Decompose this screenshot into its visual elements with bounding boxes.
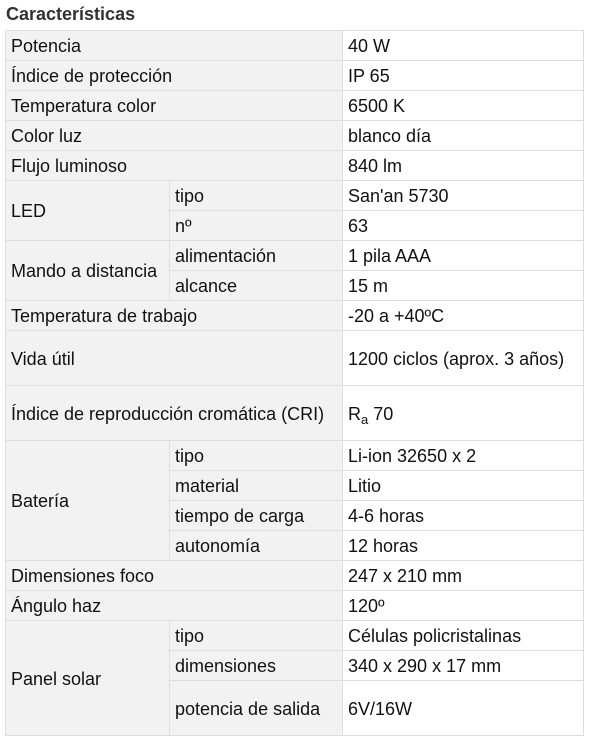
spec-sublabel: alcance: [170, 271, 343, 301]
table-row: [6, 441, 584, 471]
spec-sublabel: tipo: [170, 621, 343, 651]
spec-value: 247 x 210 mm: [343, 561, 584, 591]
table-row: [6, 31, 584, 61]
table-row: [6, 561, 584, 591]
spec-value: Li-ion 32650 x 2: [343, 441, 584, 471]
spec-label: Índice de reproducción cromática (CRI): [6, 386, 343, 441]
table-row: [6, 121, 584, 151]
spec-value: Células policristalinas: [343, 621, 584, 651]
spec-label: Flujo luminoso: [6, 151, 343, 181]
spec-value: 15 m: [343, 271, 584, 301]
spec-label: Color luz: [6, 121, 343, 151]
spec-label: Ángulo haz: [6, 591, 343, 621]
spec-label: Dimensiones foco: [6, 561, 343, 591]
spec-sublabel: dimensiones: [170, 651, 343, 681]
spec-value: blanco día: [343, 121, 584, 151]
table-row: [6, 621, 584, 651]
table-row: [6, 301, 584, 331]
spec-sublabel: tiempo de carga: [170, 501, 343, 531]
spec-value: -20 a +40ºC: [343, 301, 584, 331]
specs-table: [5, 30, 584, 736]
spec-value: 340 x 290 x 17 mm: [343, 651, 584, 681]
table-row: [6, 241, 584, 271]
spec-label: Índice de protección: [6, 61, 343, 91]
cri-subscript: a: [361, 411, 369, 427]
spec-sublabel: nº: [170, 211, 343, 241]
spec-sublabel: material: [170, 471, 343, 501]
spec-sublabel: alimentación: [170, 241, 343, 271]
spec-group-label: Panel solar: [6, 621, 170, 736]
spec-value: 1200 ciclos (aprox. 3 años): [343, 331, 584, 386]
spec-value: 1 pila AAA: [343, 241, 584, 271]
cri-r: R: [348, 403, 361, 424]
spec-value: 40 W: [343, 31, 584, 61]
spec-label: Vida útil: [6, 331, 343, 386]
page-title: Características: [6, 4, 136, 24]
spec-value: 840 lm: [343, 151, 584, 181]
spec-group-label: Batería: [6, 441, 170, 561]
table-row: [6, 91, 584, 121]
table-row: [6, 386, 584, 441]
spec-value: 120º: [343, 591, 584, 621]
spec-value: 6500 K: [343, 91, 584, 121]
table-row: [6, 181, 584, 211]
spec-sublabel: potencia de salida: [170, 681, 343, 736]
table-row: [6, 61, 584, 91]
spec-sublabel: tipo: [170, 441, 343, 471]
spec-label: Temperatura de trabajo: [6, 301, 343, 331]
spec-label: Temperatura color: [6, 91, 343, 121]
table-row: [6, 591, 584, 621]
spec-group-label: LED: [6, 181, 170, 241]
spec-value: IP 65: [343, 61, 584, 91]
spec-label: Potencia: [6, 31, 343, 61]
cri-number: 70: [368, 403, 394, 424]
table-row: [6, 151, 584, 181]
spec-value: 63: [343, 211, 584, 241]
table-row: [6, 331, 584, 386]
spec-sublabel: autonomía: [170, 531, 343, 561]
spec-value: 4-6 horas: [343, 501, 584, 531]
spec-value: Litio: [343, 471, 584, 501]
spec-value: 6V/16W: [343, 681, 584, 736]
spec-group-label: Mando a distancia: [6, 241, 170, 301]
spec-value: 12 horas: [343, 531, 584, 561]
spec-sublabel: tipo: [170, 181, 343, 211]
spec-value: San'an 5730: [343, 181, 584, 211]
spec-value: [343, 386, 584, 441]
